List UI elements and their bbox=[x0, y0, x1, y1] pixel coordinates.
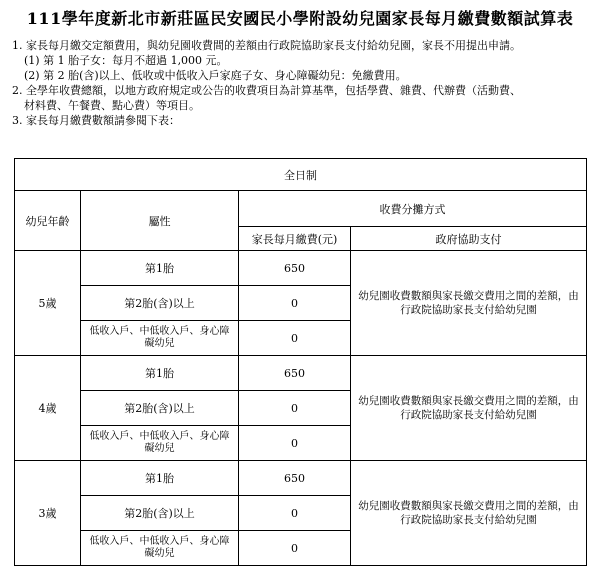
gov-support-cell: 幼兒園收費數額與家長繳交費用之間的差額，由行政院協助家長支付給幼兒園 bbox=[351, 356, 587, 461]
parent-fee-cell: 650 bbox=[239, 461, 351, 496]
attribute-cell: 低收入戶、中低收入戶、身心障礙幼兒 bbox=[81, 531, 239, 566]
gov-support-column-header: 政府協助支付 bbox=[351, 227, 587, 251]
full-day-header: 全日制 bbox=[15, 159, 587, 191]
parent-fee-cell: 650 bbox=[239, 356, 351, 391]
gov-support-cell: 幼兒園收費數額與家長繳交費用之間的差額，由行政院協助家長支付給幼兒園 bbox=[351, 251, 587, 356]
note-2-line-2: 材料費、午餐費、點心費）等項目。 bbox=[24, 99, 200, 112]
table-row bbox=[15, 251, 587, 286]
age-column-header: 幼兒年齡 bbox=[15, 191, 81, 251]
attribute-cell: 第1胎 bbox=[81, 461, 239, 496]
attribute-cell: 第2胎(含)以上 bbox=[81, 391, 239, 426]
table-row bbox=[15, 461, 587, 496]
parent-fee-cell: 0 bbox=[239, 496, 351, 531]
attribute-cell: 第2胎(含)以上 bbox=[81, 496, 239, 531]
gov-support-cell: 幼兒園收費數額與家長繳交費用之間的差額，由行政院協助家長支付給幼兒園 bbox=[351, 461, 587, 566]
note-1-item-2: (2) 第 2 胎(含)以上、低收或中低收入戶家庭子女、身心障礙幼兒：免繳費用。 bbox=[24, 69, 407, 82]
document-title: 111學年度新北市新莊區民安國民小學附設幼兒園家長每月繳費數額試算表 bbox=[26, 9, 574, 28]
age-cell: 4歲 bbox=[15, 356, 81, 461]
note-2-line-1: 2. 全學年收費總額，以地方政府規定或公告的收費項目為計算基準，包括學費、雜費、代辦費（活動費、 bbox=[12, 84, 521, 97]
parent-fee-cell: 0 bbox=[239, 391, 351, 426]
attribute-cell: 第1胎 bbox=[81, 251, 239, 286]
parent-fee-cell: 0 bbox=[239, 321, 351, 356]
age-cell: 3歲 bbox=[15, 461, 81, 566]
parent-fee-cell: 650 bbox=[239, 251, 351, 286]
parent-fee-cell: 0 bbox=[239, 531, 351, 566]
parent-fee-column-header: 家長每月繳費(元) bbox=[239, 227, 351, 251]
attribute-column-header: 屬性 bbox=[81, 191, 239, 251]
fee-table bbox=[14, 158, 587, 566]
age-cell: 5歲 bbox=[15, 251, 81, 356]
attribute-cell: 低收入戶、中低收入戶、身心障礙幼兒 bbox=[81, 426, 239, 461]
attribute-cell: 第2胎(含)以上 bbox=[81, 286, 239, 321]
attribute-cell: 第1胎 bbox=[81, 356, 239, 391]
fee-method-header: 收費分攤方式 bbox=[239, 191, 587, 227]
note-3: 3. 家長每月繳費數額請參閱下表： bbox=[12, 114, 180, 127]
notes-section bbox=[12, 38, 592, 128]
note-1-item-1: (1) 第 1 胎子女：每月不超過 1,000 元。 bbox=[24, 54, 228, 67]
parent-fee-cell: 0 bbox=[239, 426, 351, 461]
parent-fee-cell: 0 bbox=[239, 286, 351, 321]
attribute-cell: 低收入戶、中低收入戶、身心障礙幼兒 bbox=[81, 321, 239, 356]
table-row bbox=[15, 356, 587, 391]
note-1: 1. 家長每月繳交定額費用，與幼兒園收費間的差額由行政院協助家長支付給幼兒園，家長不用提出申請。 bbox=[12, 39, 521, 52]
